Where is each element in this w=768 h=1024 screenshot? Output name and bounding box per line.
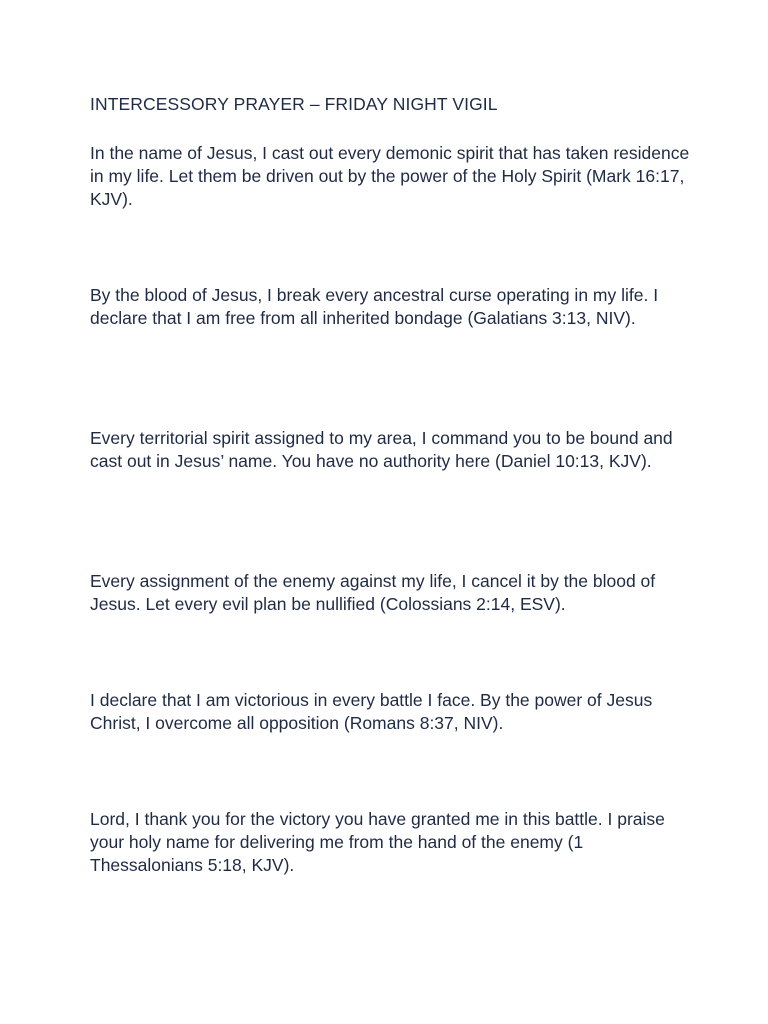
- prayer-paragraph: I declare that I am victorious in every battle I face. By the power of Jesus Christ, I overcome all opposition (Romans 8:37, NIV).: [90, 690, 653, 734]
- prayer-paragraph: Every territorial spirit assigned to my area, I command you to be bound and cast out in Jesus’ name. You have no authority here (Daniel 10:13, KJV).: [90, 428, 673, 472]
- prayer-paragraph: Every assignment of the enemy against my life, I cancel it by the blood of Jesus. Let every evil plan be nullified (Colossians 2:14, ESV).: [90, 571, 656, 615]
- document-title: INTERCESSORY PRAYER – FRIDAY NIGHT VIGIL: [90, 94, 498, 114]
- prayer-paragraph: In the name of Jesus, I cast out every demonic spirit that has taken residence in my life. Let them be driven out by the power of the Holy Spirit (Mark 16:17, KJV).: [90, 143, 690, 210]
- prayer-paragraph: By the blood of Jesus, I break every ancestral curse operating in my life. I declare that I am free from all inherited bondage (Galatians 3:13, NIV).: [90, 285, 659, 329]
- prayer-paragraph: Lord, I thank you for the victory you have granted me in this battle. I praise your holy name for delivering me from the hand of the enemy (1 Thessalonians 5:18, KJV).: [90, 809, 665, 876]
